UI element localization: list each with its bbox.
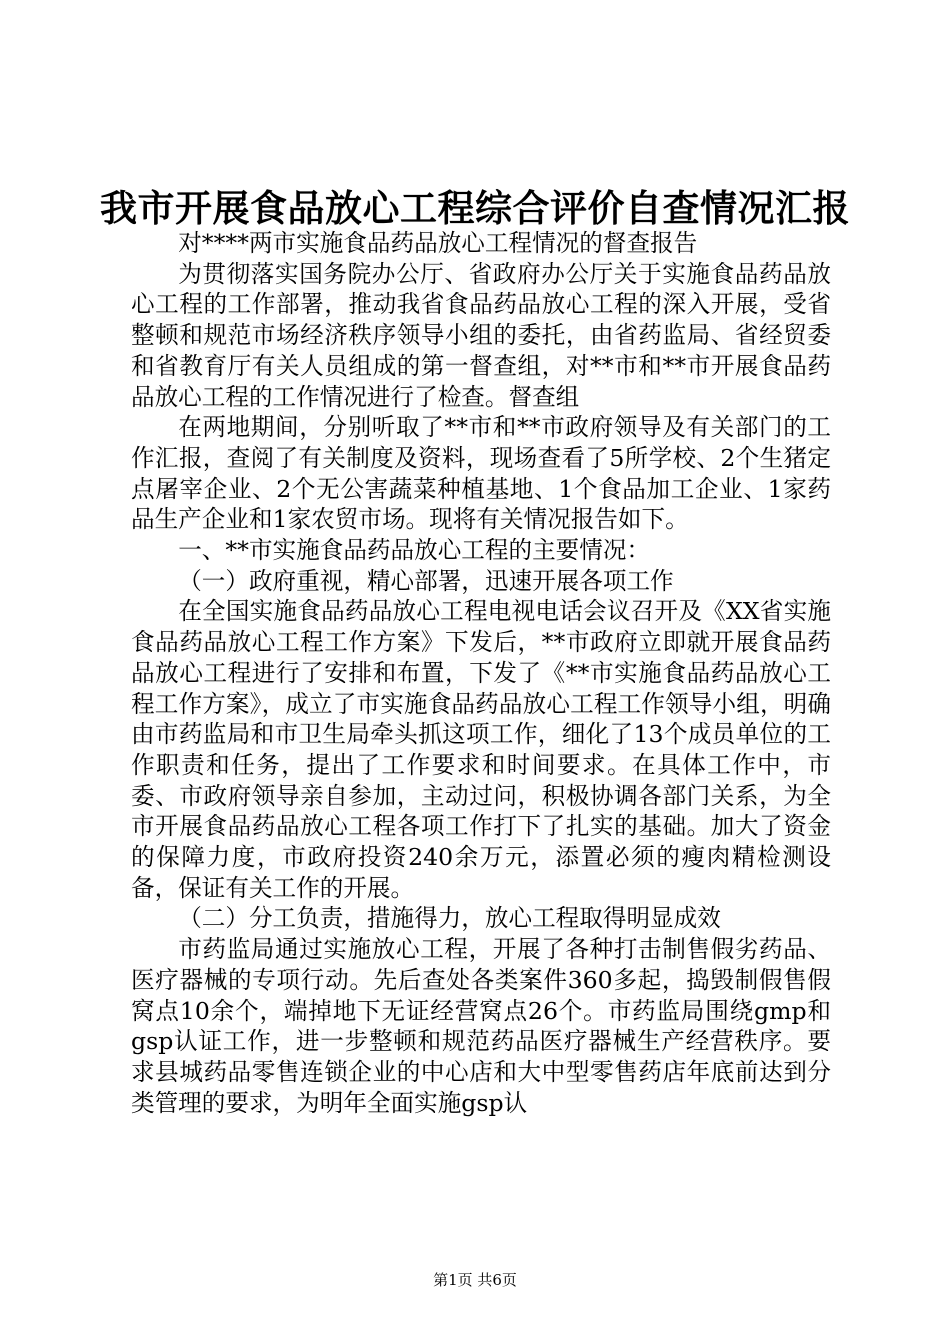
paragraph-heading-report: 对****两市实施食品药品放心工程情况的督查报告 <box>178 229 698 257</box>
paragraph-government: 在全国实施食品药品放心工程电视电话会议召开及《XX省实施食品药品放心工程工作方案》下发后，**市政府立即就开展食品药品放心工程进行了安排和布置，下发了《**市实施食品药品放心工程工作方案》，成立了市实施食品药品放心工程工作领导小组，明确由市药监局和市卫生局牵头抓这项工作，细化了13个成员单位的工作职责和任务，提出了工作要求和时间要求。在具体工作中，市委、市政府领导亲自参加，主动过问，积极协调各部门关系，为全市开展食品药品放心工程各项工作打下了扎实的基础。加大了资金的保障力度，市政府投资240余万元，添置必须的瘦肉精检测设备，保证有关工作的开展。 <box>131 597 831 902</box>
paragraph-intro: 为贯彻落实国务院办公厅、省政府办公厅关于实施食品药品放心工程的工作部署，推动我省食品药品放心工程的深入开展，受省整顿和规范市场经济秩序领导小组的委托，由省药监局、省经贸委和省教育厅有关人员组成的第一督查组，对**市和**市开展食品药品放心工程的工作情况进行了检查。督查组 <box>131 259 831 411</box>
paragraph-inspection: 在两地期间，分别听取了**市和**市政府领导及有关部门的工作汇报，查阅了有关制度及资料，现场查看了5所学校、2个生猪定点屠宰企业、2个无公害蔬菜种植基地、1个食品加工企业、1家药品生产企业和1家农贸市场。现将有关情况报告如下。 <box>131 413 831 534</box>
document-title: 我市开展食品放心工程综合评价自查情况汇报 <box>100 186 850 230</box>
document-body <box>131 228 831 1118</box>
section-heading-1: 一、**市实施食品药品放心工程的主要情况： <box>178 536 651 565</box>
subsection-heading-1: （一）政府重视，精心部署，迅速开展各项工作 <box>178 566 674 595</box>
paragraph-drug-bureau: 市药监局通过实施放心工程，开展了各种打击制售假劣药品、医疗器械的专项行动。先后查处各类案件360多起，捣毁制假售假窝点10余个，端掉地下无证经营窝点26个。市药监局围绕gmp和gsp认证工作，进一步整顿和规范药品医疗器械生产经营秩序。要求县城药品零售连锁企业的中心店和大中型零售药店年底前达到分类管理的要求，为明年全面实施gsp认 <box>131 935 831 1117</box>
page-number-footer: 第1页 共6页 <box>433 1271 517 1289</box>
subsection-heading-2: （二）分工负责，措施得力，放心工程取得明显成效 <box>178 904 721 933</box>
